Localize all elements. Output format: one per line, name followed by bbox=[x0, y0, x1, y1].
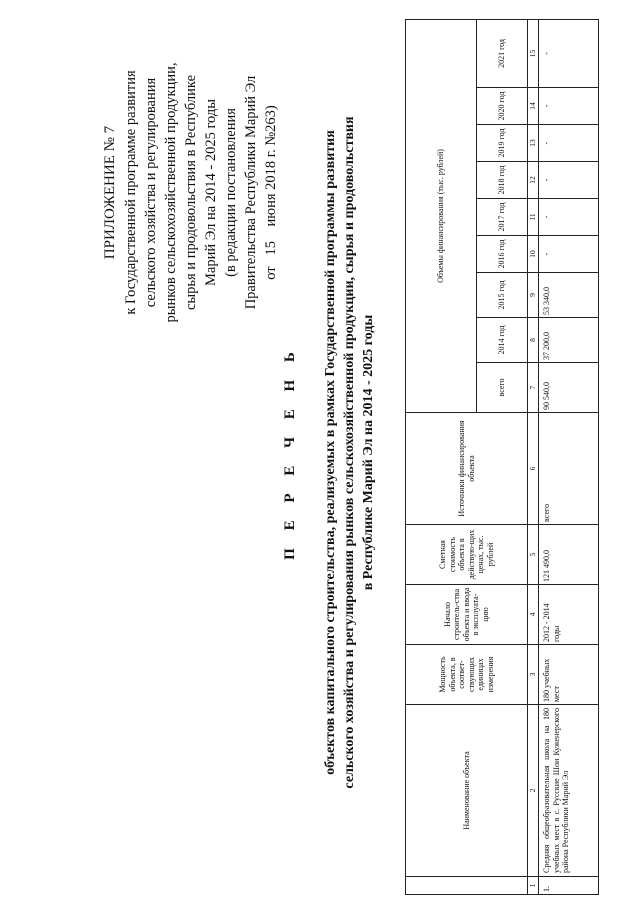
appendix-line: сырья и продовольствия в Республике bbox=[183, 74, 199, 311]
header-financing-volumes: Объемы финансирования (тыс. рублей) bbox=[406, 19, 477, 412]
header-year: 2014 год bbox=[477, 318, 528, 363]
column-number: 2 bbox=[528, 705, 539, 877]
financing-source: всего bbox=[539, 413, 599, 525]
header-construction-start: Начало строитель-ства объекта и ввода в эксплуата-цию bbox=[406, 585, 528, 645]
appendix-line: сельского хозяйства и регулирования bbox=[143, 77, 159, 308]
column-number: 12 bbox=[528, 162, 539, 199]
column-number: 4 bbox=[528, 585, 539, 645]
row-number: 1. bbox=[539, 877, 599, 895]
financing-year-value: - bbox=[539, 199, 599, 236]
title-line: сельского хозяйства и регулирования рынков сельскохозяйственной продукции, сырья и продовольствия bbox=[342, 116, 357, 789]
column-number: 3 bbox=[528, 645, 539, 705]
document-heading: П Е Р Е Ч Е Н Ь bbox=[282, 345, 298, 560]
appendix-header bbox=[100, 25, 281, 360]
title-line: в Республике Марий Эл на 2014 - 2025 годы bbox=[361, 314, 376, 591]
column-number: 6 bbox=[528, 413, 539, 525]
construction-table-container bbox=[405, 20, 599, 895]
header-year: 2021 год bbox=[477, 19, 528, 87]
construction-period: 2012 - 2014 годы bbox=[539, 585, 599, 645]
financing-year-value: - bbox=[539, 88, 599, 125]
column-number: 8 bbox=[528, 318, 539, 363]
financing-year-value: - bbox=[539, 125, 599, 162]
financing-year-value: 53 340,0 bbox=[539, 273, 599, 318]
appendix-line: Марий Эл на 2014 - 2025 годы bbox=[203, 98, 219, 287]
header-object-name: Наименование объекта bbox=[406, 705, 528, 877]
title-line: объектов капитального строительства, реализуемых в рамках Государственной программы развития bbox=[323, 130, 338, 775]
column-number: 11 bbox=[528, 199, 539, 236]
object-capacity: 180 учебных мест bbox=[539, 645, 599, 705]
appendix-date-line: от 15 июня 2018 г. №263) bbox=[263, 105, 279, 280]
table-row bbox=[539, 19, 599, 894]
appendix-line: рынков сельскохозяйственной продукции, bbox=[163, 62, 179, 323]
header-year: 2017 год bbox=[477, 199, 528, 236]
header-financing-sources: Источники финансирования объекта bbox=[406, 413, 528, 525]
financing-year-value: - bbox=[539, 162, 599, 199]
header-year: 2016 год bbox=[477, 236, 528, 273]
column-number: 13 bbox=[528, 125, 539, 162]
appendix-title: ПРИЛОЖЕНИЕ № 7 bbox=[102, 125, 118, 260]
header-capacity: Мощность объекта, в соответ-ствующих единицах измерения bbox=[406, 645, 528, 705]
appendix-line: к Государственной программе развития bbox=[123, 70, 139, 315]
column-number: 10 bbox=[528, 236, 539, 273]
estimated-cost: 121 490,0 bbox=[539, 525, 599, 585]
header-year: 2018 год bbox=[477, 162, 528, 199]
column-number: 7 bbox=[528, 363, 539, 413]
document-title-block bbox=[282, 40, 378, 865]
object-name: Средняя общеобразовательная школа на 180 учебных мест в с. Русские Шои Куженерского района Республики Марий Эл bbox=[539, 705, 599, 877]
column-number: 14 bbox=[528, 88, 539, 125]
header-year: 2015 год bbox=[477, 273, 528, 318]
appendix-line: (в редакции постановления bbox=[223, 108, 239, 277]
column-number: 5 bbox=[528, 525, 539, 585]
financing-year-value: - bbox=[539, 19, 599, 87]
header-total: всего bbox=[477, 363, 528, 413]
construction-table bbox=[405, 19, 599, 895]
header-number-cell bbox=[406, 877, 528, 895]
financing-year-value: 37 200,0 bbox=[539, 318, 599, 363]
appendix-line: Правительства Республики Марий Эл bbox=[243, 75, 259, 310]
header-year: 2019 год bbox=[477, 125, 528, 162]
header-estimated-cost: Сметная стоимость объекта в действую-щих ценах, тыс. рублей bbox=[406, 525, 528, 585]
financing-total: 90 540,0 bbox=[539, 363, 599, 413]
column-number: 9 bbox=[528, 273, 539, 318]
column-number: 1 bbox=[528, 877, 539, 895]
financing-year-value: - bbox=[539, 236, 599, 273]
column-number: 15 bbox=[528, 19, 539, 87]
header-year: 2020 год bbox=[477, 88, 528, 125]
